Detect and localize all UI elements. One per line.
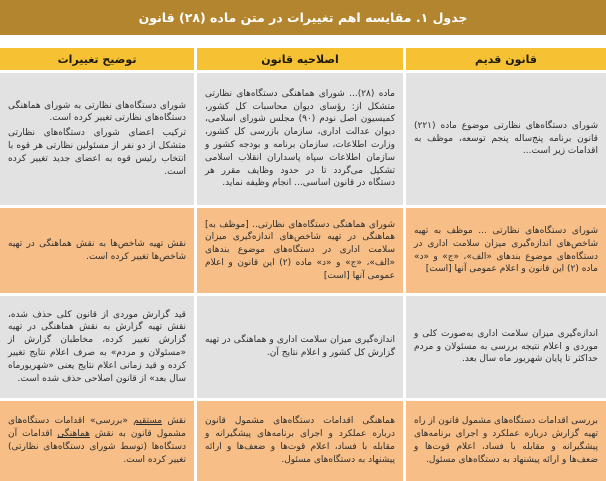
- cell-row1-amendment: [197, 73, 403, 205]
- cell-text: شورای دستگاه‌های نظارتی ... موظف به تهیه شاخص‌های اندازه‌گیری میزان سلامت اداری در دستگاه‌های موضوع بندهای «الف»، «ج» و «د» ماده (۲) این قانون و اعلام عمومی آنها [است]: [414, 225, 598, 275]
- changes-text-underlined: مستقیم: [133, 416, 163, 427]
- cell-text: شورای هماهنگی دستگاه‌های نظارتی.. [موظف به] هماهنگی در تهیه شاخص‌های اندازه‌گیری میزان سلامت اداری در دستگاه‌های موضوع بندهای «الف»، «ج» و «د» ماده (۲) این قانون و اعلام عمومی آنها [است]: [205, 219, 395, 281]
- cell-text: ترکیب اعضای شورای دستگاه‌های نظارتی متشکل از دو نفر از مسئولین نظارتی هر قوه با انتخاب رئیس قوه به اعضای جدید تغییر کرده است.: [8, 128, 186, 177]
- cell-text: ماده (۲۸)... شورای هماهنگی دستگاه‌های نظارتی متشکل از: رؤسای دیوان محاسبات کل کشور، کمیسیون اصل نودم (۹۰) مجلس شورای اسلامی، دیوان عدالت اداری، سازمان بازرسی کل کشور، وزارت اطلاعات، سازمان برنامه و بودجه کشور و سازمان اطلاعات سپاه پاسداران انقلاب اسلامی تشکیل می‌گردد تا در حدود وظایف مقرر هر دستگاه در قانون اساسی... انجام وظیفه نماید.: [205, 88, 395, 189]
- header-cell-amendment: [197, 48, 403, 70]
- cell-text: قید گزارش موردی از قانون کلی حذف شده، نقش تهیه گزارش به نقش هماهنگی در تهیه گزارش تغییر کرده، مخاطبان گزارش از «مسئولان و مردم» به صرف اعلام نتایج تغییر کرده و قید زمانی اعلام نتایج یعنی «شهریورماه سال بعد» از قانون اصلاحی حذف شده است.: [8, 309, 186, 384]
- header-label-amendment: اصلاحیه قانون: [261, 52, 339, 66]
- header-cell-old-law: [406, 48, 606, 70]
- cell-text: شورای دستگاه‌های نظارتی به شورای هماهنگی دستگاه‌های نظارتی تغییر کرده است.: [8, 100, 186, 124]
- cell-row4-old-law: [406, 401, 606, 481]
- cell-row2-changes: [0, 208, 194, 293]
- cell-row1-changes: [0, 73, 194, 205]
- table-title-bar: [0, 0, 606, 35]
- cell-text: [8, 415, 186, 466]
- changes-text-part: اقدامات آن دستگاه‌ها (توسط شورای دستگاه‌های نظارتی) تغییر کرده است.: [8, 429, 186, 465]
- changes-text-part: «بررسی» اقدامات دستگاه‌های مشمول قانون به نقش: [8, 416, 186, 440]
- comparison-table: [0, 48, 606, 481]
- cell-row4-amendment: [197, 401, 403, 481]
- cell-row3-changes: [0, 296, 194, 398]
- cell-text: شورای دستگاه‌های نظارتی موضوع ماده (۲۲۱) قانون برنامه پنج‌ساله پنجم توسعه، موظف به اقدامات زیر است...: [414, 120, 598, 157]
- header-label-old-law: قانون قدیم: [475, 52, 537, 66]
- cell-text: اندازه‌گیری میزان سلامت اداری به‌صورت کلی و موردی و اعلام نتیجه بررسی به مسئولان و مردم حداکثر تا پایان شهریور ماه سال بعد.: [414, 328, 598, 365]
- cell-row3-amendment: [197, 296, 403, 398]
- changes-text-part: نقش: [162, 416, 186, 427]
- cell-row1-old-law: [406, 73, 606, 205]
- cell-row3-old-law: [406, 296, 606, 398]
- cell-row2-amendment: [197, 208, 403, 293]
- cell-text: اندازه‌گیری میزان سلامت اداری و هماهنگی در تهیه گزارش کل کشور و اعلام نتایج آن.: [205, 335, 395, 358]
- table-title: جدول ۱. مقایسه اهم تغییرات در متن ماده (۲۸) قانون: [138, 10, 468, 25]
- cell-row2-old-law: [406, 208, 606, 293]
- cell-row4-changes: [0, 401, 194, 481]
- changes-text-underlined: هماهنگی: [57, 429, 90, 440]
- cell-text: نقش تهیه شاخص‌ها به نقش هماهنگی در تهیه شاخص‌ها تغییر کرده است.: [8, 238, 186, 262]
- cell-text: هماهنگی اقدامات دستگاه‌های مشمول قانون درباره عملکرد و اجرای برنامه‌های پیشگیرانه و مقابله با فساد، اعلام قوت‌ها و ضعف‌ها و ارائه پیشنهاد به دستگاه‌های مسئول.: [205, 416, 395, 465]
- cell-text: بررسی اقدامات دستگاه‌های مشمول قانون از راه تهیه گزارش درباره عملکرد و اجرای برنامه‌های پیشگیرانه و مقابله با فساد، اعلام قوت‌ها و ضعف‌ها و ارائه پیشنهاد به دستگاه‌های مسئول.: [414, 416, 598, 465]
- header-cell-changes: [0, 48, 194, 70]
- header-label-changes: توضیح تغییرات: [57, 52, 137, 66]
